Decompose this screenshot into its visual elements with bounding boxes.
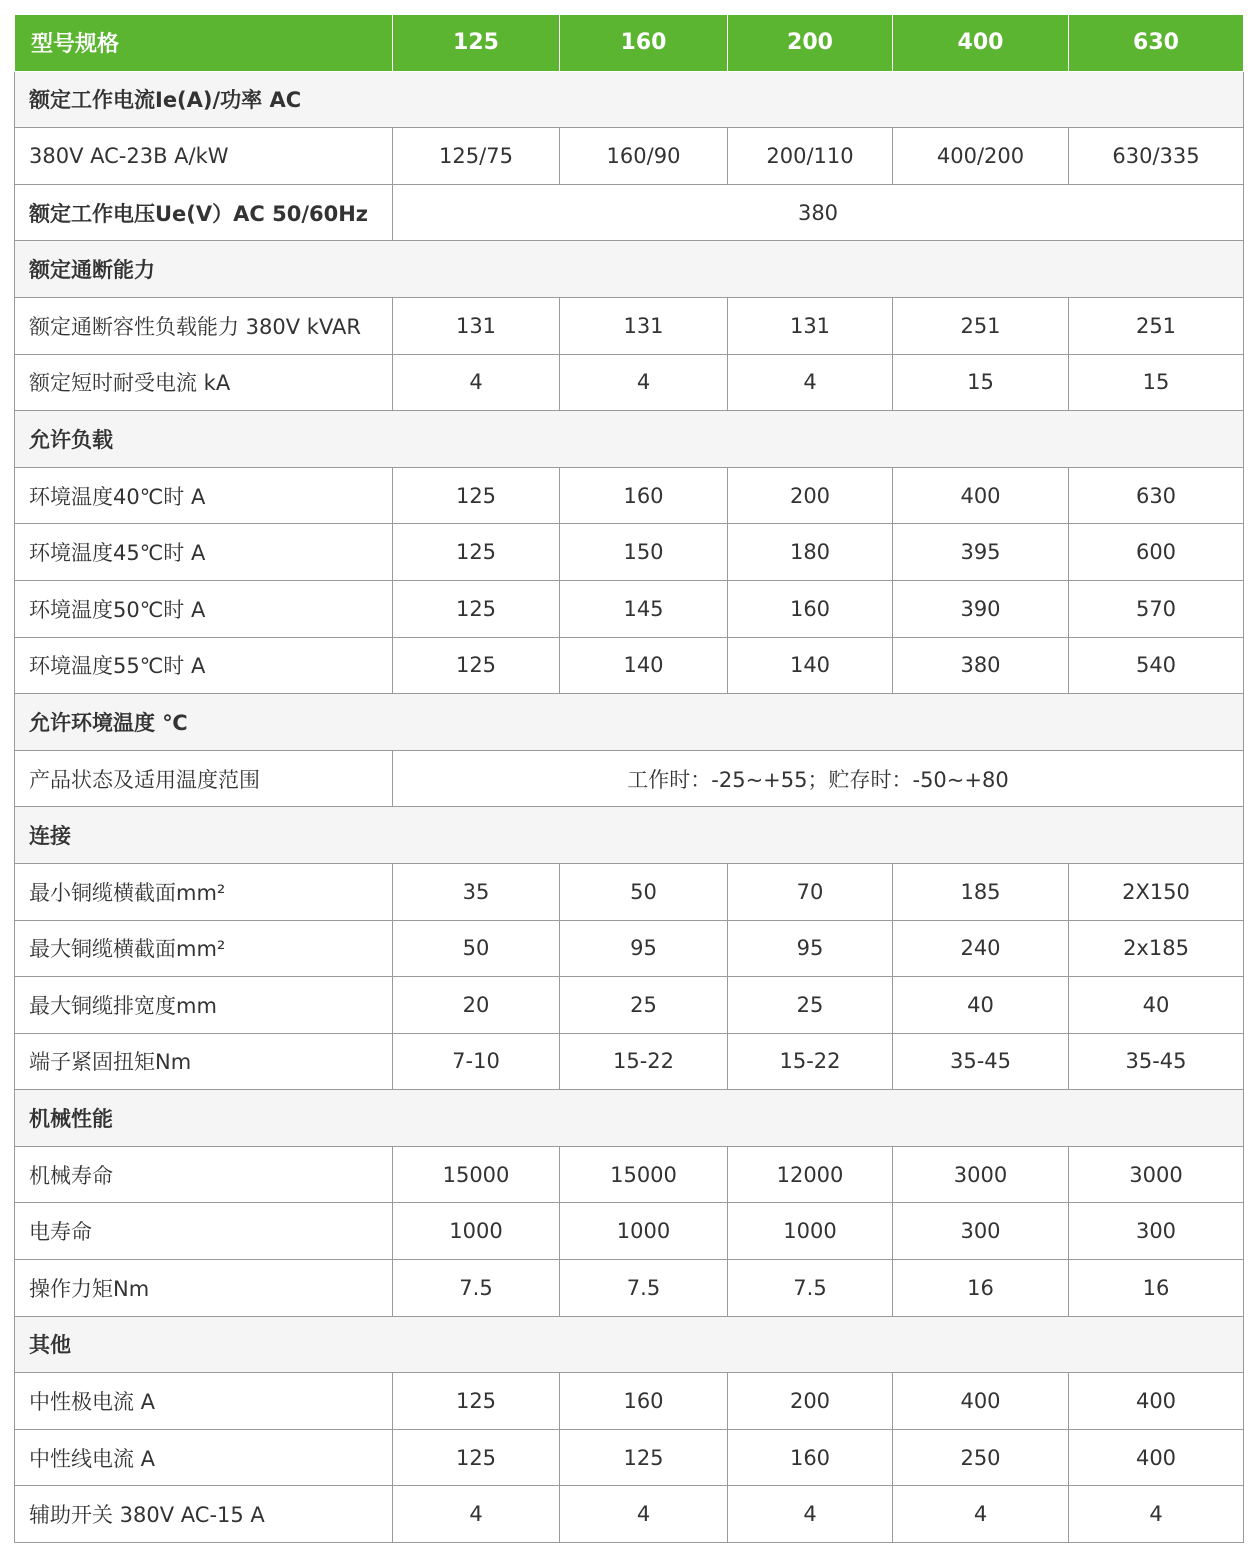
row-label: 额定工作电压Ue(V）AC 50/60Hz [15, 184, 393, 241]
row-label: 最大铜缆横截面mm² [15, 920, 393, 977]
cell-value: 4 [560, 354, 728, 411]
row-label: 最小铜缆横截面mm² [15, 863, 393, 920]
spec-row [15, 128, 1244, 185]
cell-value: 2X150 [1069, 863, 1244, 920]
row-label: 最大铜缆排宽度mm [15, 977, 393, 1034]
spec-row [15, 750, 1244, 807]
cell-value: 145 [560, 580, 728, 637]
header-model-400: 400 [893, 15, 1069, 72]
cell-value: 1000 [728, 1203, 893, 1260]
cell-value: 25 [728, 977, 893, 1034]
cell-value: 1000 [560, 1203, 728, 1260]
cell-value: 160/90 [560, 128, 728, 185]
cell-value: 4 [393, 354, 560, 411]
row-label: 380V AC-23B A/kW [15, 128, 393, 185]
cell-value: 15-22 [728, 1033, 893, 1090]
cell-value: 251 [1069, 297, 1244, 354]
cell-value: 180 [728, 524, 893, 581]
cell-value: 160 [728, 580, 893, 637]
cell-value: 540 [1069, 637, 1244, 694]
cell-value: 95 [560, 920, 728, 977]
cell-value: 7.5 [728, 1260, 893, 1317]
cell-value: 7.5 [393, 1260, 560, 1317]
section-title: 额定通断能力 [15, 241, 1244, 298]
cell-value: 131 [393, 297, 560, 354]
section-row [15, 1090, 1244, 1147]
cell-value: 4 [1069, 1486, 1244, 1543]
cell-value: 160 [728, 1429, 893, 1486]
section-row [15, 694, 1244, 751]
section-title: 其他 [15, 1316, 1244, 1373]
cell-value: 200/110 [728, 128, 893, 185]
cell-value: 400 [893, 467, 1069, 524]
cell-value: 50 [393, 920, 560, 977]
cell-value: 15-22 [560, 1033, 728, 1090]
cell-value: 16 [893, 1260, 1069, 1317]
spec-table [14, 14, 1244, 1543]
section-title: 连接 [15, 807, 1244, 864]
cell-value: 15 [1069, 354, 1244, 411]
cell-value: 70 [728, 863, 893, 920]
cell-value: 12000 [728, 1146, 893, 1203]
row-label: 环境温度40℃时 A [15, 467, 393, 524]
cell-value: 160 [560, 467, 728, 524]
cell-value: 600 [1069, 524, 1244, 581]
cell-value: 16 [1069, 1260, 1244, 1317]
spec-row [15, 863, 1244, 920]
section-row [15, 241, 1244, 298]
cell-value: 4 [393, 1486, 560, 1543]
cell-value: 35-45 [893, 1033, 1069, 1090]
cell-value: 20 [393, 977, 560, 1034]
cell-value: 40 [1069, 977, 1244, 1034]
cell-value: 95 [728, 920, 893, 977]
spec-row [15, 354, 1244, 411]
cell-value: 50 [560, 863, 728, 920]
cell-value: 200 [728, 1373, 893, 1430]
cell-value: 160 [560, 1373, 728, 1430]
section-row [15, 1316, 1244, 1373]
spec-row [15, 297, 1244, 354]
row-label: 中性线电流 A [15, 1429, 393, 1486]
row-label: 端子紧固扭矩Nm [15, 1033, 393, 1090]
header-model-200: 200 [728, 15, 893, 72]
spec-row [15, 524, 1244, 581]
spec-row [15, 637, 1244, 694]
spec-row [15, 1033, 1244, 1090]
cell-value: 3000 [893, 1146, 1069, 1203]
row-label: 环境温度55℃时 A [15, 637, 393, 694]
header-model-160: 160 [560, 15, 728, 72]
cell-value: 125 [393, 580, 560, 637]
cell-value: 125/75 [393, 128, 560, 185]
cell-value: 240 [893, 920, 1069, 977]
cell-value: 250 [893, 1429, 1069, 1486]
spec-row [15, 467, 1244, 524]
row-label: 操作力矩Nm [15, 1260, 393, 1317]
row-value: 380 [393, 184, 1244, 241]
header-model-630: 630 [1069, 15, 1244, 72]
cell-value: 4 [893, 1486, 1069, 1543]
cell-value: 1000 [393, 1203, 560, 1260]
cell-value: 125 [393, 524, 560, 581]
row-label: 额定通断容性负载能力 380V kVAR [15, 297, 393, 354]
header-row [15, 15, 1244, 72]
cell-value: 131 [560, 297, 728, 354]
cell-value: 630 [1069, 467, 1244, 524]
spec-row [15, 184, 1244, 241]
section-title: 机械性能 [15, 1090, 1244, 1147]
cell-value: 3000 [1069, 1146, 1244, 1203]
spec-row [15, 920, 1244, 977]
row-label: 中性极电流 A [15, 1373, 393, 1430]
cell-value: 2x185 [1069, 920, 1244, 977]
cell-value: 125 [560, 1429, 728, 1486]
cell-value: 395 [893, 524, 1069, 581]
row-label: 电寿命 [15, 1203, 393, 1260]
row-value: 工作时：-25~+55；贮存时：-50~+80 [393, 750, 1244, 807]
section-title: 允许环境温度 ℃ [15, 694, 1244, 751]
cell-value: 390 [893, 580, 1069, 637]
cell-value: 185 [893, 863, 1069, 920]
cell-value: 125 [393, 1429, 560, 1486]
spec-row [15, 977, 1244, 1034]
cell-value: 150 [560, 524, 728, 581]
spec-row [15, 1486, 1244, 1543]
spec-row [15, 1146, 1244, 1203]
cell-value: 400/200 [893, 128, 1069, 185]
section-row [15, 71, 1244, 128]
spec-row [15, 580, 1244, 637]
cell-value: 300 [1069, 1203, 1244, 1260]
cell-value: 125 [393, 467, 560, 524]
cell-value: 35 [393, 863, 560, 920]
section-row [15, 411, 1244, 468]
cell-value: 35-45 [1069, 1033, 1244, 1090]
header-model-125: 125 [393, 15, 560, 72]
cell-value: 40 [893, 977, 1069, 1034]
cell-value: 400 [1069, 1373, 1244, 1430]
cell-value: 4 [728, 1486, 893, 1543]
spec-row [15, 1260, 1244, 1317]
spec-body [15, 71, 1244, 1542]
cell-value: 25 [560, 977, 728, 1034]
row-label: 环境温度45℃时 A [15, 524, 393, 581]
section-title: 额定工作电流Ie(A)/功率 AC [15, 71, 1244, 128]
cell-value: 140 [560, 637, 728, 694]
cell-value: 570 [1069, 580, 1244, 637]
cell-value: 125 [393, 637, 560, 694]
spec-row [15, 1373, 1244, 1430]
cell-value: 380 [893, 637, 1069, 694]
row-label: 辅助开关 380V AC-15 A [15, 1486, 393, 1543]
cell-value: 630/335 [1069, 128, 1244, 185]
spec-row [15, 1203, 1244, 1260]
cell-value: 15000 [393, 1146, 560, 1203]
cell-value: 125 [393, 1373, 560, 1430]
cell-value: 300 [893, 1203, 1069, 1260]
cell-value: 4 [728, 354, 893, 411]
cell-value: 7.5 [560, 1260, 728, 1317]
row-label: 额定短时耐受电流 kA [15, 354, 393, 411]
cell-value: 15000 [560, 1146, 728, 1203]
row-label: 产品状态及适用温度范围 [15, 750, 393, 807]
section-row [15, 807, 1244, 864]
row-label: 机械寿命 [15, 1146, 393, 1203]
cell-value: 131 [728, 297, 893, 354]
header-model-spec: 型号规格 [15, 15, 393, 72]
cell-value: 400 [1069, 1429, 1244, 1486]
spec-row [15, 1429, 1244, 1486]
cell-value: 200 [728, 467, 893, 524]
cell-value: 15 [893, 354, 1069, 411]
cell-value: 4 [560, 1486, 728, 1543]
cell-value: 251 [893, 297, 1069, 354]
cell-value: 400 [893, 1373, 1069, 1430]
row-label: 环境温度50℃时 A [15, 580, 393, 637]
cell-value: 7-10 [393, 1033, 560, 1090]
section-title: 允许负载 [15, 411, 1244, 468]
cell-value: 140 [728, 637, 893, 694]
